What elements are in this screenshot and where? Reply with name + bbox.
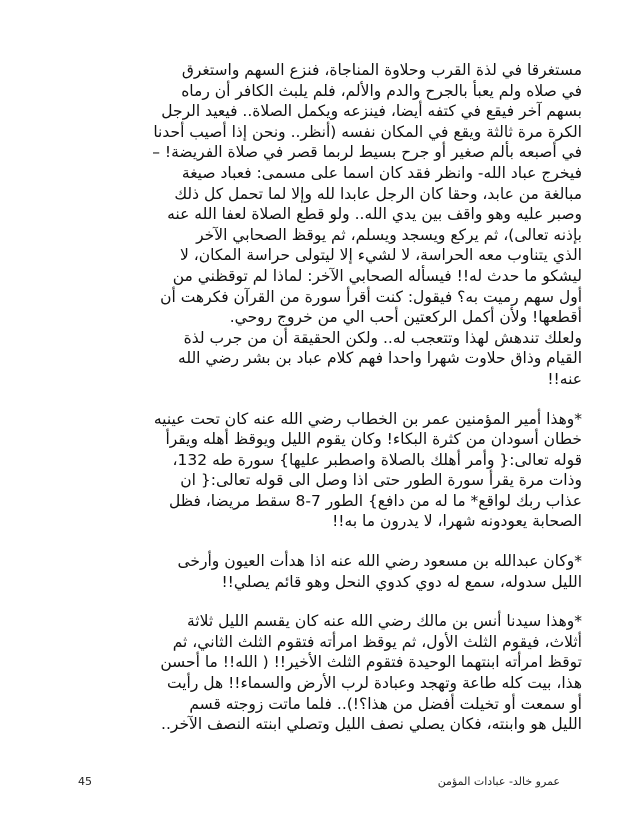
text-line: قوله تعالى:{ وأمر أهلك بالصلاة واصطبر عليها} سورة طه 132، bbox=[172, 450, 582, 469]
text-line: عنه!! bbox=[547, 369, 582, 388]
body-text bbox=[56, 60, 582, 735]
text-line: توقظ امرأته ابنتهما الوحيدة فتقوم الثلث الأخير!! ( الله!! ما أحسن bbox=[160, 653, 582, 672]
text-line: *وهذا أمير المؤمنين عمر بن الخطاب رضي الله عنه كان تحت عينيه bbox=[153, 409, 582, 428]
page-footer bbox=[78, 772, 560, 790]
text-line: القيام وذاق حلاوت شهرا واحدا فهم كلام عباد بن بشر رضي الله bbox=[178, 349, 582, 368]
book-title: عمرو خالد- عبادات المؤمن bbox=[437, 774, 560, 788]
text-line: في أصبعه بألم صغير أو جرح بسيط لربما قصر في صلاة الفريضة! – bbox=[152, 143, 582, 162]
paragraph bbox=[56, 611, 582, 735]
text-line: بسهم آخر فيقع في كتفه أيضا، فينزعه ويكمل الصلاة.. فيعيد الرجل bbox=[161, 102, 582, 121]
text-line: *وكان عبدالله بن مسعود رضي الله عنه اذا هدأت العيون وأرخى bbox=[177, 552, 582, 571]
text-line: بإذنه تعالى)، ثم يركع ويسجد ويسلم، ثم يوقظ الصحابي الآخر bbox=[196, 225, 582, 244]
text-line: خطان أسودان من كثرة البكاء! وكان يقوم الليل ويوقظ أهله ويقرأ bbox=[165, 430, 582, 449]
text-line: الليل هو وابنته، فكان يصلي نصف الليل وتصلي ابنته النصف الآخر.. bbox=[161, 715, 582, 734]
text-line: عذاب ربك لواقع* ما له من دافع} الطور 7-8 سقط مريضا، فظل bbox=[168, 491, 582, 510]
text-line: أقطعها! ولأن أكمل الركعتين أحب الي من خروج روحي. bbox=[229, 308, 582, 327]
paragraph bbox=[56, 551, 582, 592]
text-line: وذات مرة يقرأ سورة الطور حتى اذا وصل الى قوله تعالى:{ ان bbox=[180, 471, 582, 490]
text-line: في صلاه ولم يعبأ بالجرح والدم والألم، فلم يلبث الكافر أن رماه bbox=[181, 81, 582, 100]
text-line: أثلاث، فيقوم الثلث الأول، ثم يوقظ امرأته فتقوم الثلث الثاني، ثم bbox=[172, 632, 582, 651]
paragraph bbox=[56, 60, 582, 390]
text-line: أو سمعت أو تخيلت أفضل من هذا؟!).. فلما ماتت زوجته قسم bbox=[189, 694, 582, 713]
text-line: الليل سدوله، سمع له دوي كدوي النحل وهو قائم يصلي!! bbox=[221, 572, 582, 591]
text-line: ليشكو ما حدث له!! فيسأله الصحابي الآخر: لماذا لم توقظني من bbox=[172, 266, 582, 285]
text-line: مبالغة من عابد، وحقا كان الرجل عابدا لله وإلا لما تحمل كل ذلك bbox=[174, 184, 582, 203]
text-line: الكرة مرة ثالثة ويقع في المكان نفسه (أنظر.. ونحن إذا أصيب أحدنا bbox=[153, 122, 582, 141]
paragraph bbox=[56, 409, 582, 533]
text-line: مستغرقا في لذة القرب وحلاوة المناجاة، فنزع السهم واستغرق bbox=[181, 61, 582, 79]
text-line: الذي يتناوب معه الحراسة، لا لشيء إلا ليتولى حراسة المكان، لا bbox=[179, 246, 582, 265]
text-line: الصحابة يعودونه شهرا، لا يدرون ما به!! bbox=[332, 512, 582, 531]
text-line: أول سهم رميت به؟ فيقول: كنت أقرأ سورة من القرآن فكرهت أن bbox=[160, 287, 582, 306]
text-line: وصبر عليه وهو واقف بين يدي الله.. ولو قطع الصلاة لعفا الله عنه bbox=[167, 205, 582, 224]
text-line: فيخرج عباد الله- وانظر فقد كان اسما على مسمى: فعباد صيغة bbox=[181, 163, 582, 182]
page-number: 45 bbox=[78, 774, 92, 788]
text-line: *وهذا سيدنا أنس بن مالك رضي الله عنه كان يقسم الليل ثلاثة bbox=[186, 612, 582, 631]
text-line: هذا، بيت كله طاعة وتهجد وعبادة لرب الأرض والسماء!! هل رأيت bbox=[167, 674, 582, 693]
text-line: ولعلك تندهش لهذا وتتعجب له.. ولكن الحقيقة أن من جرب لذة bbox=[183, 328, 582, 347]
